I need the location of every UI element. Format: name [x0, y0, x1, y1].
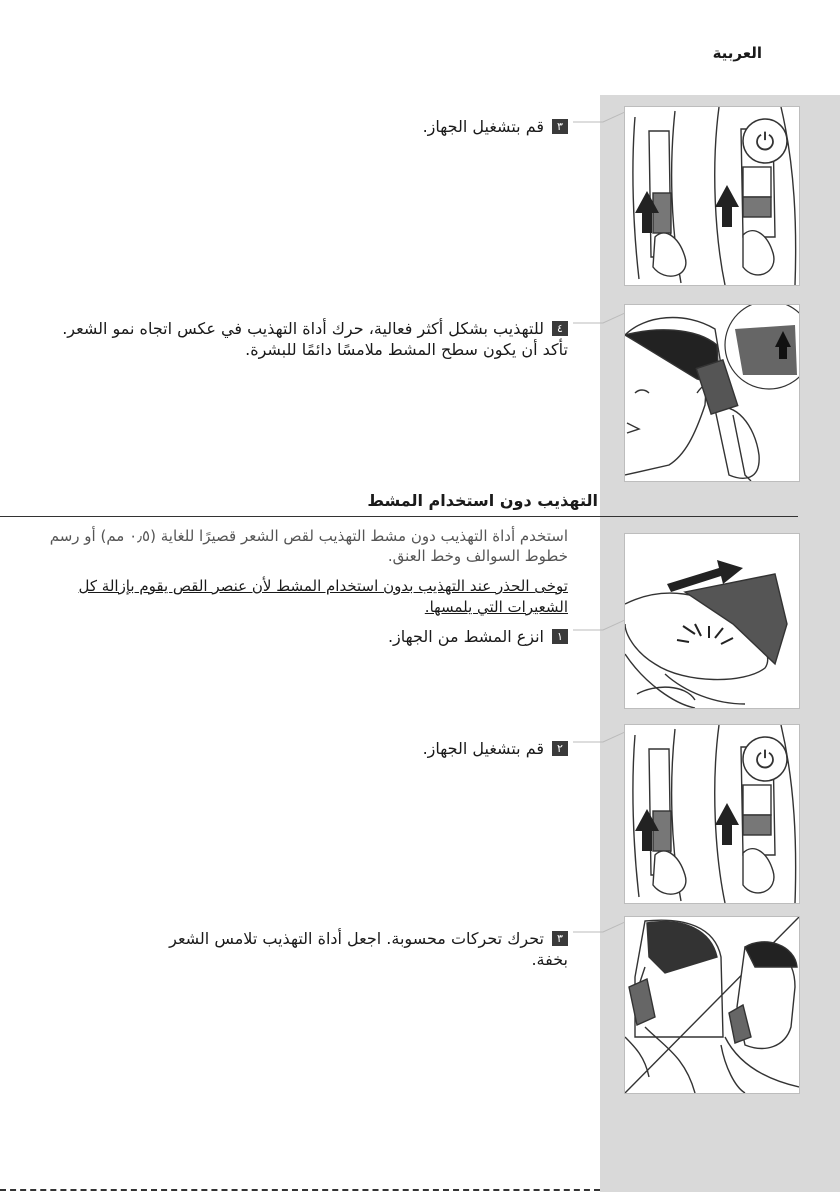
pointer-line — [573, 112, 625, 132]
step-number: ٣ — [552, 931, 568, 946]
step-text: تحرك تحركات محسوبة. اجعل أداة التهذيب تلامس الشعر بخفة. — [169, 929, 568, 969]
svg-text:⏻: ⏻ — [755, 746, 775, 774]
step-2-power-on — [268, 738, 568, 759]
power-icon — [743, 119, 787, 163]
step-1-remove-comb — [268, 626, 568, 647]
step-text: قم بتشغيل الجهاز. — [422, 739, 544, 758]
pointer-line — [573, 732, 625, 752]
power-icon — [743, 737, 787, 781]
figure-remove-comb — [624, 533, 800, 709]
figure-power-on — [624, 106, 800, 286]
step-text: قم بتشغيل الجهاز. — [422, 117, 544, 136]
language-label: العربية — [712, 44, 762, 62]
step-text: انزع المشط من الجهاز. — [387, 627, 544, 646]
step-3-power-on — [268, 116, 568, 137]
pointer-line — [573, 620, 625, 640]
section-title: التهذيب دون استخدام المشط — [367, 491, 598, 510]
section-intro: استخدم أداة التهذيب دون مشط التهذيب لقص الشعر قصيرًا للغاية (٠٫٥ مم) أو رسم خطوط السوالف وخط العنق. — [49, 527, 568, 565]
section-divider — [0, 516, 798, 517]
step-3-trim-lightly — [148, 928, 568, 970]
figure-trimming-man — [624, 304, 800, 482]
svg-text:⏻: ⏻ — [755, 128, 775, 156]
footer-divider — [0, 1189, 600, 1191]
pointer-line — [573, 313, 625, 333]
figure-power-on-2 — [624, 724, 800, 904]
step-text: للتهذيب بشكل أكثر فعالية، حرك أداة التهذيب في عكس اتجاه نمو الشعر. تأكد أن يكون سطح المشط ملامسًا دائمًا للبشرة. — [62, 319, 568, 359]
step-number: ٢ — [552, 741, 568, 756]
caution-note: توخى الحذر عند التهذيب بدون استخدام المشط لأن عنصر القص يقوم بإزالة كل الشعيرات التي يلمسها. — [78, 577, 568, 616]
step-number: ٤ — [552, 321, 568, 336]
step-number: ٣ — [552, 119, 568, 134]
pointer-line — [573, 922, 625, 942]
figure-neckline-trimming — [624, 916, 800, 1094]
step-number: ١ — [552, 629, 568, 644]
step-4-trim-direction — [38, 318, 568, 360]
